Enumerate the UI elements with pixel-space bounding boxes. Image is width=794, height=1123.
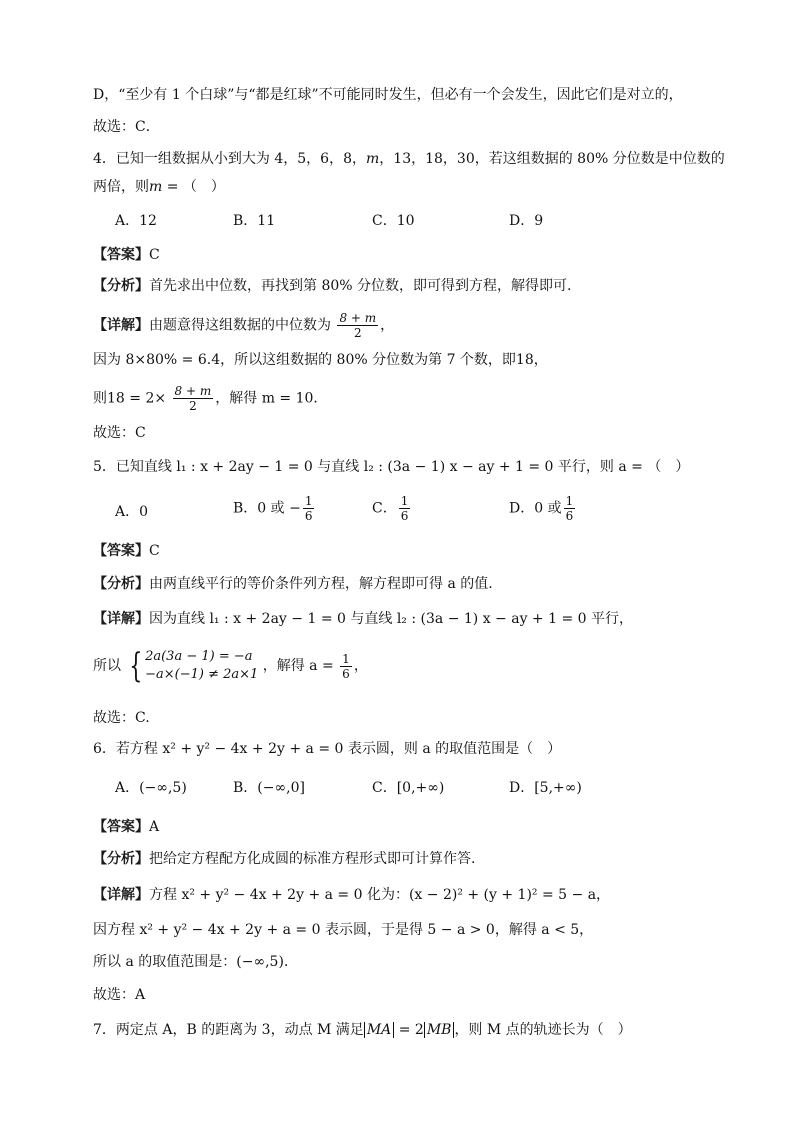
option-a: A．0 bbox=[115, 504, 149, 520]
option-c: C．10 bbox=[372, 213, 415, 229]
option-b: B．11 bbox=[233, 213, 276, 229]
fraction: $\frac{1}{6}$ bbox=[342, 651, 350, 681]
answer-line: 【答案】C bbox=[93, 543, 160, 559]
option-b: B．0 或 − $\frac{1}{6}$ bbox=[233, 494, 313, 523]
option-d: D．9 bbox=[509, 213, 544, 229]
text-line: 故选：A bbox=[93, 987, 146, 1003]
text-line: 因为 8×80% = 6.4，所以这组数据的 80% 分位数为第 7 个数，即18， bbox=[93, 352, 548, 368]
analysis-line: 【分析】由两直线平行的等价条件列方程，解方程即可得 a 的值. bbox=[93, 576, 493, 592]
answer-tag: 【答案】 bbox=[93, 247, 149, 263]
question-5-stem: 5．已知直线 l₁ : x + 2ay − 1 = 0 与直线 l₂ : (3a − 1) x − ay + 1 = 0 平行，则 a = （ ） bbox=[93, 459, 690, 475]
answer-tag: 【答案】 bbox=[93, 819, 149, 835]
answer-line: 【答案】C bbox=[93, 247, 160, 263]
question-6-stem: 6．若方程 x² + y² − 4x + 2y + a = 0 表示圆，则 a 的取值范围是（ ） bbox=[93, 741, 562, 757]
answer-tag: 【答案】 bbox=[93, 543, 149, 559]
equation-system: { 2a(3a − 1) = −a −a×(−1) ≠ 2a×1 bbox=[129, 646, 259, 686]
option-d: D．[5,+∞) bbox=[509, 780, 582, 796]
analysis-tag: 【分析】 bbox=[93, 576, 149, 592]
detail-line: 【详解】因为直线 l₁ : x + 2ay − 1 = 0 与直线 l₂ : (3a − 1) x − ay + 1 = 0 平行， bbox=[93, 611, 634, 627]
text-line: 故选：C bbox=[93, 425, 146, 441]
analysis-tag: 【分析】 bbox=[93, 851, 149, 867]
option-d: D．0 或 $\frac{1}{6}$ bbox=[509, 494, 574, 523]
detail-line: 【详解】由题意得这组数据的中位数为 $\frac{8 + m}{2}$ ， bbox=[93, 311, 395, 340]
fraction: $\frac{8 + m}{2}$ bbox=[174, 384, 212, 413]
detail-tag: 【详解】 bbox=[93, 887, 149, 903]
analysis-line: 【分析】首先求出中位数，再找到第 80% 分位数，即可得到方程，解得即可. bbox=[93, 278, 572, 294]
option-a: A．12 bbox=[115, 213, 157, 229]
option-a: A．(−∞,5) bbox=[115, 780, 187, 796]
analysis-line: 【分析】把给定方程配方化成圆的标准方程形式即可计算作答. bbox=[93, 851, 476, 867]
question-4-stem: 4．已知一组数据从小到大为 4，5，6，8，m，13，18，30，若这组数据的 80% 分位数是中位数的 bbox=[93, 151, 725, 167]
option-c: C． $\frac{1}{6}$ bbox=[372, 494, 409, 523]
text-line: 故选：C． bbox=[93, 119, 160, 135]
fraction: $\frac{8 + m}{2}$ bbox=[339, 311, 377, 340]
text-line: D，“至少有 1 个白球”与“都是红球”不可能同时发生，但必有一个会发生，因此它们是对立的， bbox=[93, 87, 683, 103]
option-b: B．(−∞,0] bbox=[233, 780, 305, 796]
text-line: 则18 = 2× $\frac{8 + m}{2}$ ，解得 m = 10． bbox=[93, 384, 328, 413]
question-7-stem: 7．两定点 A，B 的距离为 3，动点 M 满足 MA = 2 MB ，则 M 点的轨迹长为（ ） bbox=[93, 1022, 632, 1038]
answer-line: 【答案】A bbox=[93, 819, 160, 835]
analysis-tag: 【分析】 bbox=[93, 278, 149, 294]
equation-system-line: 所以 { 2a(3a − 1) = −a −a×(−1) ≠ 2a×1 ，解得 a = $\frac{1}{6}$ ， bbox=[93, 646, 368, 686]
option-c: C．[0,+∞) bbox=[372, 780, 445, 796]
text-line: 故选：C. bbox=[93, 710, 150, 726]
detail-tag: 【详解】 bbox=[93, 317, 149, 334]
text-line: 因方程 x² + y² − 4x + 2y + a = 0 表示圆，于是得 5 − a > 0，解得 a < 5， bbox=[93, 922, 594, 938]
detail-tag: 【详解】 bbox=[93, 611, 149, 627]
text-line: 所以 a 的取值范围是：(−∞,5). bbox=[93, 954, 289, 970]
detail-line: 【详解】方程 x² + y² − 4x + 2y + a = 0 化为：(x − 2)² + (y + 1)² = 5 − a， bbox=[93, 887, 611, 903]
question-4-stem-cont: 两倍，则m = （ ） bbox=[93, 179, 225, 195]
